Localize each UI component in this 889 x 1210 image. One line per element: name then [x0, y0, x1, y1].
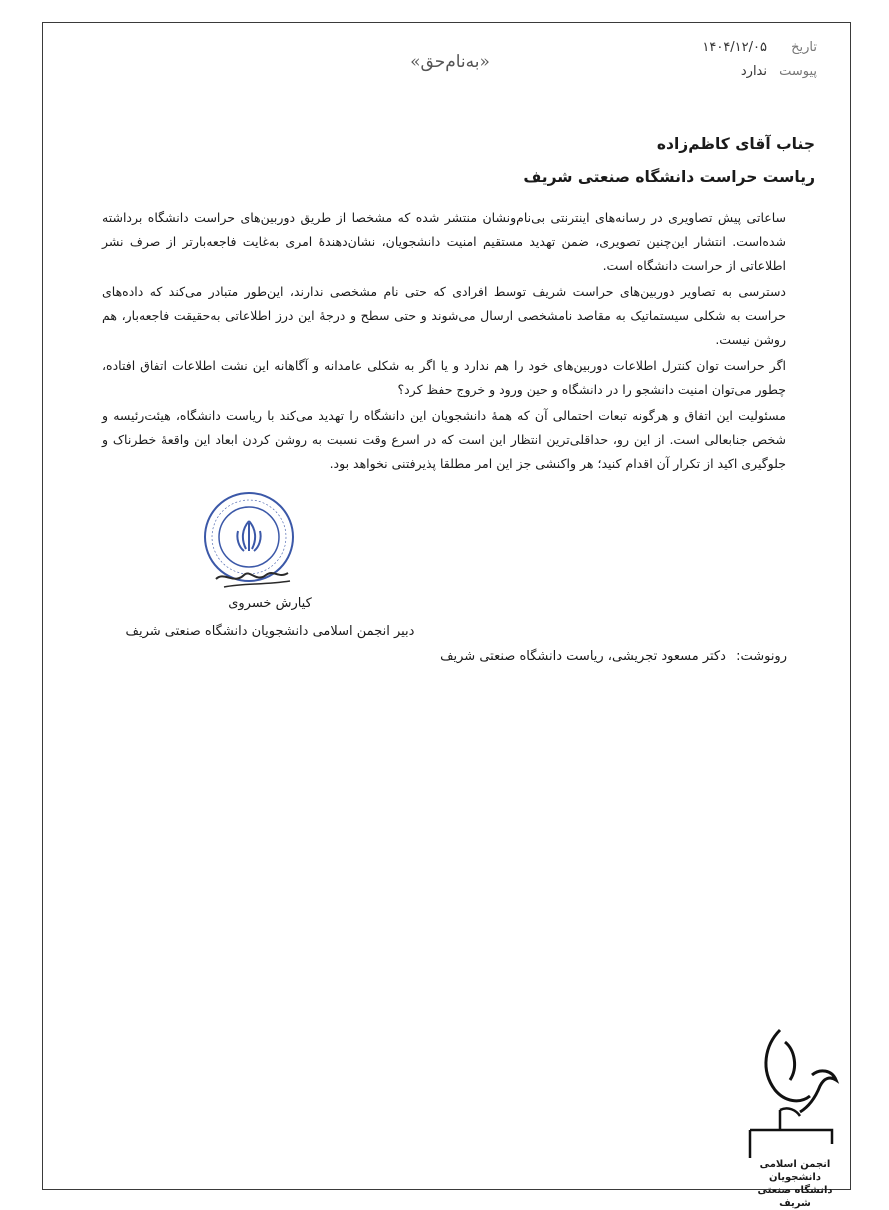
body-paragraph: اگر حراست توان کنترل اطلاعات دوربین‌های خود را هم ندارد و یا اگر به شکلی عامدانه و آگاهانه این نشت اطلاعات اتفاق افتاده، چطور می‌توان امنیت دانشجو را در دانشگاه و حین ورود و خروج حفظ کرد؟ [102, 358, 786, 397]
attachment-label: پیوست [779, 64, 817, 79]
date-label: تاریخ [791, 40, 817, 55]
carbon-copy [287, 649, 787, 664]
date-value: ۱۴۰۴/۱۲/۰۵ [702, 40, 767, 55]
cc-recipient: دکتر مسعود تجریشی، ریاست دانشگاه صنعتی شریف [440, 649, 726, 664]
letter-meta [597, 40, 817, 88]
logo-caption [740, 1158, 850, 1210]
organization-seal [194, 487, 304, 597]
letter-body [102, 206, 786, 478]
signer-title: دبیر انجمن اسلامی دانشجویان دانشگاه صنعتی شریف [125, 624, 415, 639]
body-paragraph: مسئولیت این اتفاق و هرگونه تبعات احتمالی آن که همهٔ دانشجویان این دانشگاه را تهدید می‌کند با ریاست دانشگاه، هیئت‌رئیسه و شخص جنابعالی است. از این رو، حداقلی‌ترین انتظار این است که در اسرع وقت نسبت به روشن کردن ابعاد این واقعهٔ خطرناک و جلوگیری اکید از تکرار آن اقدام کنید؛ هر واکنشی جز این امر مطلقا پذیرفتنی نخواهد بود. [102, 408, 786, 471]
bismillah-heading: «به‌نام‌حق» [410, 52, 490, 72]
body-paragraph: دسترسی به تصاویر دوربین‌های حراست شریف توسط افرادی که حتی نام مشخصی ندارند، این‌طور متبادر می‌کند که داده‌های حراست به شکلی سیستماتیک به مقاصد نامشخصی ارسال می‌شوند و حتی سطح و درجهٔ این درز اطلاعاتی به‌حقیقت فاجعه‌بار، هم روشن نیست. [102, 284, 786, 347]
addressee-name: جناب آقای کاظم‌زاده [656, 135, 815, 153]
seal-icon [194, 487, 304, 597]
cc-label: رونوشت: [736, 649, 787, 664]
body-paragraph: ساعاتی پیش تصاویری در رسانه‌های اینترنتی بی‌نام‌ونشان منتشر شده که مشخصا از طریق دوربین‌های حراست دانشگاه برداشته شده‌است. انتشار این‌چنین تصویری، ضمن تهدید مستقیم امنیت دانشجویان، نشان‌دهندهٔ امری به‌غایت فاجعه‌بارتر از صرف نشر اطلاعاتی از حراست دانشگاه است. [102, 210, 786, 273]
logo-caption-line2: دانشگاه صنعتی شریف [757, 1185, 833, 1209]
signer-name: کیارش خسروی [228, 596, 312, 611]
addressee-block [215, 135, 815, 201]
organization-logo [740, 1020, 850, 1180]
logo-icon [740, 1020, 850, 1160]
date-row [597, 40, 817, 64]
attachment-value: ندارد [740, 64, 767, 79]
signer-block [120, 596, 420, 652]
addressee-position: ریاست حراست دانشگاه صنعتی شریف [523, 168, 815, 186]
attachment-row [597, 64, 817, 88]
logo-caption-line1: انجمن اسلامی دانشجویان [759, 1159, 831, 1183]
